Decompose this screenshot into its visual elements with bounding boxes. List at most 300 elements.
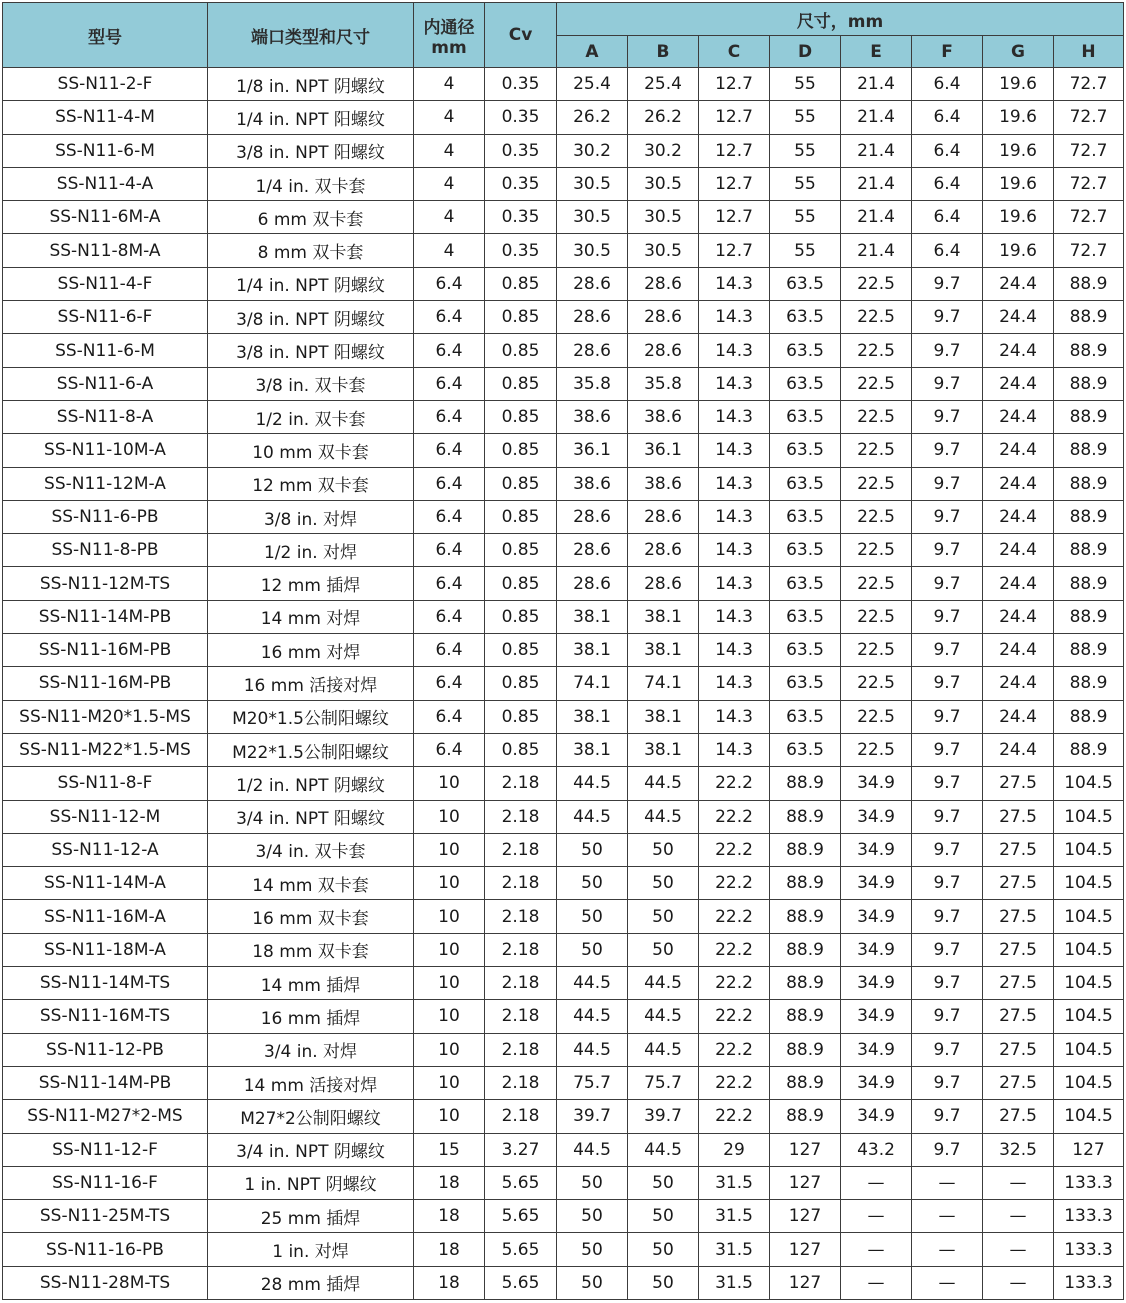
cell-dim-g: 24.4 xyxy=(983,600,1054,633)
cell-dim-g: 24.4 xyxy=(983,733,1054,766)
cell-model: SS-N11-14M-PB xyxy=(3,600,208,633)
cell-dim-d: 88.9 xyxy=(770,867,841,900)
cell-dim-d: 127 xyxy=(770,1166,841,1199)
cell-cv: 3.27 xyxy=(485,1133,557,1166)
cell-dim-d: 63.5 xyxy=(770,534,841,567)
cell-dim-e: 22.5 xyxy=(841,400,912,433)
table-row xyxy=(3,400,1124,433)
cell-dim-e: 34.9 xyxy=(841,800,912,833)
cell-dim-e: 22.5 xyxy=(841,567,912,600)
cell-dim-h: 88.9 xyxy=(1054,301,1124,334)
cell-port-type: 16 mm 对焊 xyxy=(208,634,414,667)
cell-dim-h: 127 xyxy=(1054,1133,1124,1166)
cell-dim-e: — xyxy=(841,1200,912,1233)
cell-dim-f: 9.7 xyxy=(912,733,983,766)
cell-dim-a: 44.5 xyxy=(557,967,628,1000)
cell-bore: 10 xyxy=(414,800,485,833)
cell-dim-c: 14.3 xyxy=(699,334,770,367)
cell-bore: 6.4 xyxy=(414,334,485,367)
cell-model: SS-N11-16-PB xyxy=(3,1233,208,1266)
cell-dim-a: 50 xyxy=(557,1200,628,1233)
cell-dim-e: 22.5 xyxy=(841,434,912,467)
cell-dim-b: 38.1 xyxy=(628,700,699,733)
cell-dim-a: 74.1 xyxy=(557,667,628,700)
cell-dim-d: 88.9 xyxy=(770,900,841,933)
cell-model: SS-N11-8-F xyxy=(3,767,208,800)
cell-bore: 10 xyxy=(414,1066,485,1099)
cell-bore: 6.4 xyxy=(414,600,485,633)
table-row xyxy=(3,733,1124,766)
cell-dim-h: 72.7 xyxy=(1054,201,1124,234)
cell-port-type: 14 mm 双卡套 xyxy=(208,867,414,900)
cell-dim-b: 25.4 xyxy=(628,68,699,101)
cell-dim-g: 24.4 xyxy=(983,500,1054,533)
cell-dim-d: 63.5 xyxy=(770,334,841,367)
cell-cv: 0.85 xyxy=(485,567,557,600)
cell-model: SS-N11-12M-TS xyxy=(3,567,208,600)
cell-dim-f: 9.7 xyxy=(912,1033,983,1066)
cell-dim-b: 28.6 xyxy=(628,534,699,567)
table-row xyxy=(3,467,1124,500)
cell-dim-a: 50 xyxy=(557,1233,628,1266)
cell-port-type: 3/8 in. NPT 阴螺纹 xyxy=(208,301,414,334)
cell-dim-g: 24.4 xyxy=(983,634,1054,667)
cell-dim-c: 31.5 xyxy=(699,1200,770,1233)
cell-dim-c: 14.3 xyxy=(699,500,770,533)
cell-port-type: 1/2 in. NPT 阴螺纹 xyxy=(208,767,414,800)
cell-port-type: 1/4 in. NPT 阳螺纹 xyxy=(208,101,414,134)
cell-dim-d: 55 xyxy=(770,201,841,234)
cell-cv: 5.65 xyxy=(485,1233,557,1266)
cell-cv: 0.35 xyxy=(485,201,557,234)
cell-dim-e: 22.5 xyxy=(841,667,912,700)
cell-dim-a: 38.6 xyxy=(557,467,628,500)
cell-cv: 2.18 xyxy=(485,1066,557,1099)
table-row xyxy=(3,267,1124,300)
cell-dim-e: 34.9 xyxy=(841,933,912,966)
header-dim-c: C xyxy=(699,36,770,68)
cell-dim-f: 9.7 xyxy=(912,967,983,1000)
cell-dim-h: 88.9 xyxy=(1054,334,1124,367)
cell-dim-b: 44.5 xyxy=(628,967,699,1000)
header-dim-g: G xyxy=(983,36,1054,68)
cell-dim-e: 34.9 xyxy=(841,867,912,900)
cell-dim-a: 44.5 xyxy=(557,767,628,800)
cell-dim-c: 22.2 xyxy=(699,967,770,1000)
cell-dim-f: 6.4 xyxy=(912,234,983,267)
cell-dim-d: 63.5 xyxy=(770,267,841,300)
cell-dim-f: — xyxy=(912,1233,983,1266)
cell-dim-a: 50 xyxy=(557,1166,628,1199)
cell-cv: 2.18 xyxy=(485,1000,557,1033)
cell-dim-d: 63.5 xyxy=(770,301,841,334)
cell-dim-b: 44.5 xyxy=(628,1000,699,1033)
cell-dim-b: 38.1 xyxy=(628,733,699,766)
cell-bore: 10 xyxy=(414,967,485,1000)
cell-dim-d: 55 xyxy=(770,101,841,134)
cell-dim-h: 104.5 xyxy=(1054,800,1124,833)
cell-dim-g: 19.6 xyxy=(983,101,1054,134)
table-row xyxy=(3,700,1124,733)
cell-dim-h: 104.5 xyxy=(1054,833,1124,866)
cell-dim-d: 88.9 xyxy=(770,800,841,833)
header-dim-e: E xyxy=(841,36,912,68)
cell-port-type: 14 mm 对焊 xyxy=(208,600,414,633)
cell-port-type: 3/8 in. 对焊 xyxy=(208,500,414,533)
cell-bore: 6.4 xyxy=(414,467,485,500)
cell-dim-e: 34.9 xyxy=(841,833,912,866)
header-dim-b: B xyxy=(628,36,699,68)
cell-cv: 5.65 xyxy=(485,1266,557,1299)
cell-dim-g: — xyxy=(983,1266,1054,1299)
cell-cv: 0.85 xyxy=(485,733,557,766)
cell-dim-g: 24.4 xyxy=(983,667,1054,700)
cell-dim-a: 38.1 xyxy=(557,600,628,633)
cell-cv: 0.85 xyxy=(485,534,557,567)
cell-model: SS-N11-14M-PB xyxy=(3,1066,208,1099)
cell-model: SS-N11-M20*1.5-MS xyxy=(3,700,208,733)
cell-dim-f: 9.7 xyxy=(912,700,983,733)
cell-dim-e: 34.9 xyxy=(841,1100,912,1133)
cell-dim-g: 24.4 xyxy=(983,400,1054,433)
cell-model: SS-N11-2-F xyxy=(3,68,208,101)
table-row xyxy=(3,367,1124,400)
cell-cv: 0.85 xyxy=(485,400,557,433)
cell-dim-b: 38.1 xyxy=(628,634,699,667)
cell-dim-b: 26.2 xyxy=(628,101,699,134)
table-row xyxy=(3,1000,1124,1033)
cell-dim-c: 12.7 xyxy=(699,201,770,234)
cell-dim-d: 63.5 xyxy=(770,567,841,600)
cell-dim-c: 14.3 xyxy=(699,434,770,467)
cell-model: SS-N11-12M-A xyxy=(3,467,208,500)
cell-dim-e: 34.9 xyxy=(841,967,912,1000)
header-dim-d: D xyxy=(770,36,841,68)
cell-dim-e: 43.2 xyxy=(841,1133,912,1166)
cell-dim-d: 63.5 xyxy=(770,600,841,633)
cell-dim-b: 30.5 xyxy=(628,234,699,267)
cell-dim-e: — xyxy=(841,1233,912,1266)
cell-dim-g: — xyxy=(983,1166,1054,1199)
cell-dim-c: 14.3 xyxy=(699,301,770,334)
cell-dim-c: 31.5 xyxy=(699,1266,770,1299)
cell-dim-f: 9.7 xyxy=(912,933,983,966)
cell-bore: 6.4 xyxy=(414,733,485,766)
cell-cv: 2.18 xyxy=(485,900,557,933)
cell-dim-c: 12.7 xyxy=(699,101,770,134)
cell-dim-a: 28.6 xyxy=(557,534,628,567)
cell-port-type: 18 mm 双卡套 xyxy=(208,933,414,966)
cell-dim-h: 104.5 xyxy=(1054,767,1124,800)
cell-dim-b: 50 xyxy=(628,900,699,933)
table-row xyxy=(3,1033,1124,1066)
cell-dim-f: 9.7 xyxy=(912,267,983,300)
cell-dim-f: 9.7 xyxy=(912,800,983,833)
cell-dim-g: 32.5 xyxy=(983,1133,1054,1166)
cell-dim-h: 104.5 xyxy=(1054,1066,1124,1099)
cell-model: SS-N11-16M-PB xyxy=(3,667,208,700)
cell-dim-g: 27.5 xyxy=(983,833,1054,866)
cell-dim-d: 63.5 xyxy=(770,367,841,400)
cell-port-type: 1/4 in. 双卡套 xyxy=(208,167,414,200)
cell-dim-c: 22.2 xyxy=(699,900,770,933)
cell-bore: 4 xyxy=(414,201,485,234)
header-dimensions: 尺寸，mm xyxy=(557,3,1124,36)
cell-dim-g: 19.6 xyxy=(983,134,1054,167)
table-row xyxy=(3,134,1124,167)
cell-dim-c: 14.3 xyxy=(699,534,770,567)
cell-bore: 6.4 xyxy=(414,267,485,300)
cell-dim-d: 88.9 xyxy=(770,1100,841,1133)
cell-model: SS-N11-M27*2-MS xyxy=(3,1100,208,1133)
cell-bore: 6.4 xyxy=(414,400,485,433)
cell-dim-c: 14.3 xyxy=(699,700,770,733)
cell-port-type: 25 mm 插焊 xyxy=(208,1200,414,1233)
cell-bore: 18 xyxy=(414,1200,485,1233)
cell-dim-a: 44.5 xyxy=(557,800,628,833)
cell-cv: 2.18 xyxy=(485,767,557,800)
cell-dim-d: 55 xyxy=(770,234,841,267)
cell-dim-c: 14.3 xyxy=(699,367,770,400)
header-dim-f: F xyxy=(912,36,983,68)
cell-dim-c: 22.2 xyxy=(699,1000,770,1033)
cell-dim-b: 74.1 xyxy=(628,667,699,700)
cell-cv: 0.85 xyxy=(485,667,557,700)
cell-dim-b: 75.7 xyxy=(628,1066,699,1099)
cell-dim-b: 30.5 xyxy=(628,201,699,234)
cell-port-type: 3/4 in. NPT 阴螺纹 xyxy=(208,1133,414,1166)
cell-dim-g: 19.6 xyxy=(983,68,1054,101)
cell-dim-d: 88.9 xyxy=(770,833,841,866)
cell-port-type: 1 in. 对焊 xyxy=(208,1233,414,1266)
table-row xyxy=(3,534,1124,567)
cell-cv: 0.85 xyxy=(485,434,557,467)
cell-dim-f: — xyxy=(912,1166,983,1199)
cell-cv: 5.65 xyxy=(485,1166,557,1199)
cell-dim-c: 22.2 xyxy=(699,1066,770,1099)
cell-dim-f: 9.7 xyxy=(912,634,983,667)
cell-cv: 2.18 xyxy=(485,867,557,900)
cell-dim-d: 88.9 xyxy=(770,1066,841,1099)
cell-dim-f: 9.7 xyxy=(912,767,983,800)
cell-dim-d: 55 xyxy=(770,167,841,200)
cell-bore: 6.4 xyxy=(414,434,485,467)
cell-dim-g: 19.6 xyxy=(983,234,1054,267)
table-row xyxy=(3,1133,1124,1166)
table-row xyxy=(3,867,1124,900)
cell-dim-c: 22.2 xyxy=(699,933,770,966)
cell-model: SS-N11-16M-TS xyxy=(3,1000,208,1033)
cell-dim-e: — xyxy=(841,1166,912,1199)
cell-dim-d: 63.5 xyxy=(770,434,841,467)
cell-dim-c: 14.3 xyxy=(699,667,770,700)
cell-bore: 6.4 xyxy=(414,667,485,700)
cell-dim-g: 19.6 xyxy=(983,201,1054,234)
cell-dim-b: 28.6 xyxy=(628,500,699,533)
cell-dim-a: 50 xyxy=(557,833,628,866)
cell-port-type: 3/8 in. 双卡套 xyxy=(208,367,414,400)
cell-dim-h: 133.3 xyxy=(1054,1233,1124,1266)
cell-dim-d: 127 xyxy=(770,1233,841,1266)
cell-dim-c: 22.2 xyxy=(699,767,770,800)
cell-bore: 10 xyxy=(414,933,485,966)
table-row xyxy=(3,933,1124,966)
cell-dim-f: 9.7 xyxy=(912,301,983,334)
cell-dim-g: 27.5 xyxy=(983,933,1054,966)
cell-dim-f: 9.7 xyxy=(912,467,983,500)
cell-dim-f: 9.7 xyxy=(912,500,983,533)
cell-model: SS-N11-12-A xyxy=(3,833,208,866)
cell-dim-b: 50 xyxy=(628,867,699,900)
cell-model: SS-N11-16-F xyxy=(3,1166,208,1199)
table-row xyxy=(3,1266,1124,1299)
cell-model: SS-N11-6-A xyxy=(3,367,208,400)
cell-dim-f: 6.4 xyxy=(912,68,983,101)
cell-model: SS-N11-25M-TS xyxy=(3,1200,208,1233)
cell-dim-d: 127 xyxy=(770,1266,841,1299)
cell-dim-g: 24.4 xyxy=(983,334,1054,367)
cell-dim-b: 36.1 xyxy=(628,434,699,467)
cell-dim-e: 22.5 xyxy=(841,467,912,500)
cell-dim-f: 9.7 xyxy=(912,1133,983,1166)
cell-dim-f: 9.7 xyxy=(912,367,983,400)
cell-port-type: 28 mm 插焊 xyxy=(208,1266,414,1299)
cell-dim-c: 31.5 xyxy=(699,1233,770,1266)
cell-dim-a: 30.5 xyxy=(557,167,628,200)
cell-cv: 0.35 xyxy=(485,68,557,101)
cell-dim-d: 63.5 xyxy=(770,667,841,700)
cell-dim-h: 88.9 xyxy=(1054,367,1124,400)
cell-model: SS-N11-10M-A xyxy=(3,434,208,467)
cell-dim-h: 72.7 xyxy=(1054,167,1124,200)
cell-model: SS-N11-14M-TS xyxy=(3,967,208,1000)
cell-dim-c: 22.2 xyxy=(699,833,770,866)
cell-model: SS-N11-16M-PB xyxy=(3,634,208,667)
cell-dim-b: 50 xyxy=(628,833,699,866)
cell-dim-a: 38.1 xyxy=(557,733,628,766)
cell-dim-c: 14.3 xyxy=(699,400,770,433)
cell-model: SS-N11-6-M xyxy=(3,334,208,367)
table-row xyxy=(3,1100,1124,1133)
cell-dim-e: 34.9 xyxy=(841,1066,912,1099)
cell-dim-a: 30.5 xyxy=(557,234,628,267)
cell-dim-c: 12.7 xyxy=(699,68,770,101)
cell-dim-f: 9.7 xyxy=(912,1066,983,1099)
table-row xyxy=(3,434,1124,467)
cell-dim-e: 34.9 xyxy=(841,767,912,800)
cell-dim-b: 50 xyxy=(628,1266,699,1299)
cell-dim-f: 9.7 xyxy=(912,534,983,567)
cell-cv: 0.35 xyxy=(485,234,557,267)
table-row xyxy=(3,634,1124,667)
cell-dim-e: 22.5 xyxy=(841,367,912,400)
cell-dim-g: 24.4 xyxy=(983,534,1054,567)
cell-dim-h: 88.9 xyxy=(1054,267,1124,300)
cell-dim-e: 21.4 xyxy=(841,101,912,134)
cell-dim-h: 88.9 xyxy=(1054,400,1124,433)
cell-bore: 10 xyxy=(414,1100,485,1133)
cell-cv: 0.85 xyxy=(485,267,557,300)
cell-bore: 10 xyxy=(414,867,485,900)
cell-dim-e: 21.4 xyxy=(841,68,912,101)
cell-dim-h: 88.9 xyxy=(1054,667,1124,700)
cell-dim-c: 29 xyxy=(699,1133,770,1166)
cell-dim-f: — xyxy=(912,1200,983,1233)
cell-dim-e: 22.5 xyxy=(841,534,912,567)
cell-dim-d: 88.9 xyxy=(770,933,841,966)
cell-dim-a: 50 xyxy=(557,867,628,900)
table-row xyxy=(3,1233,1124,1266)
cell-bore: 18 xyxy=(414,1166,485,1199)
cell-dim-b: 38.1 xyxy=(628,600,699,633)
cell-dim-b: 44.5 xyxy=(628,800,699,833)
cell-dim-h: 104.5 xyxy=(1054,867,1124,900)
cell-dim-a: 35.8 xyxy=(557,367,628,400)
cell-dim-c: 22.2 xyxy=(699,867,770,900)
cell-dim-b: 50 xyxy=(628,1233,699,1266)
cell-port-type: 1/2 in. 对焊 xyxy=(208,534,414,567)
cell-port-type: 6 mm 双卡套 xyxy=(208,201,414,234)
cell-dim-b: 39.7 xyxy=(628,1100,699,1133)
cell-dim-h: 104.5 xyxy=(1054,1033,1124,1066)
cell-dim-e: 22.5 xyxy=(841,733,912,766)
cell-dim-c: 14.3 xyxy=(699,467,770,500)
cell-dim-e: 34.9 xyxy=(841,900,912,933)
cell-dim-b: 35.8 xyxy=(628,367,699,400)
cell-dim-c: 14.3 xyxy=(699,567,770,600)
cell-dim-a: 50 xyxy=(557,933,628,966)
cell-dim-h: 133.3 xyxy=(1054,1166,1124,1199)
cell-port-type: 3/4 in. NPT 阳螺纹 xyxy=(208,800,414,833)
cell-dim-b: 28.6 xyxy=(628,334,699,367)
cell-dim-d: 63.5 xyxy=(770,500,841,533)
cell-dim-e: 22.5 xyxy=(841,500,912,533)
cell-dim-b: 28.6 xyxy=(628,301,699,334)
cell-port-type: 3/4 in. 对焊 xyxy=(208,1033,414,1066)
spec-table xyxy=(2,2,1124,1300)
cell-dim-h: 88.9 xyxy=(1054,534,1124,567)
cell-dim-a: 28.6 xyxy=(557,334,628,367)
cell-dim-a: 28.6 xyxy=(557,267,628,300)
cell-dim-h: 104.5 xyxy=(1054,1100,1124,1133)
cell-dim-b: 44.5 xyxy=(628,1033,699,1066)
cell-dim-e: 22.5 xyxy=(841,600,912,633)
cell-dim-a: 50 xyxy=(557,1266,628,1299)
cell-model: SS-N11-6-M xyxy=(3,134,208,167)
cell-dim-g: 27.5 xyxy=(983,1100,1054,1133)
cell-bore: 10 xyxy=(414,1033,485,1066)
cell-dim-b: 38.6 xyxy=(628,400,699,433)
cell-dim-g: 24.4 xyxy=(983,301,1054,334)
cell-bore: 6.4 xyxy=(414,500,485,533)
header-dim-h: H xyxy=(1054,36,1124,68)
cell-dim-c: 12.7 xyxy=(699,167,770,200)
cell-model: SS-N11-18M-A xyxy=(3,933,208,966)
cell-dim-g: 27.5 xyxy=(983,900,1054,933)
cell-dim-c: 14.3 xyxy=(699,600,770,633)
cell-dim-b: 38.6 xyxy=(628,467,699,500)
cell-dim-c: 22.2 xyxy=(699,800,770,833)
cell-dim-c: 22.2 xyxy=(699,1033,770,1066)
cell-dim-c: 14.3 xyxy=(699,267,770,300)
cell-dim-e: 22.5 xyxy=(841,267,912,300)
cell-dim-g: — xyxy=(983,1233,1054,1266)
cell-dim-f: 9.7 xyxy=(912,567,983,600)
table-row xyxy=(3,201,1124,234)
cell-dim-g: 27.5 xyxy=(983,767,1054,800)
cell-dim-h: 133.3 xyxy=(1054,1200,1124,1233)
cell-dim-h: 72.7 xyxy=(1054,234,1124,267)
